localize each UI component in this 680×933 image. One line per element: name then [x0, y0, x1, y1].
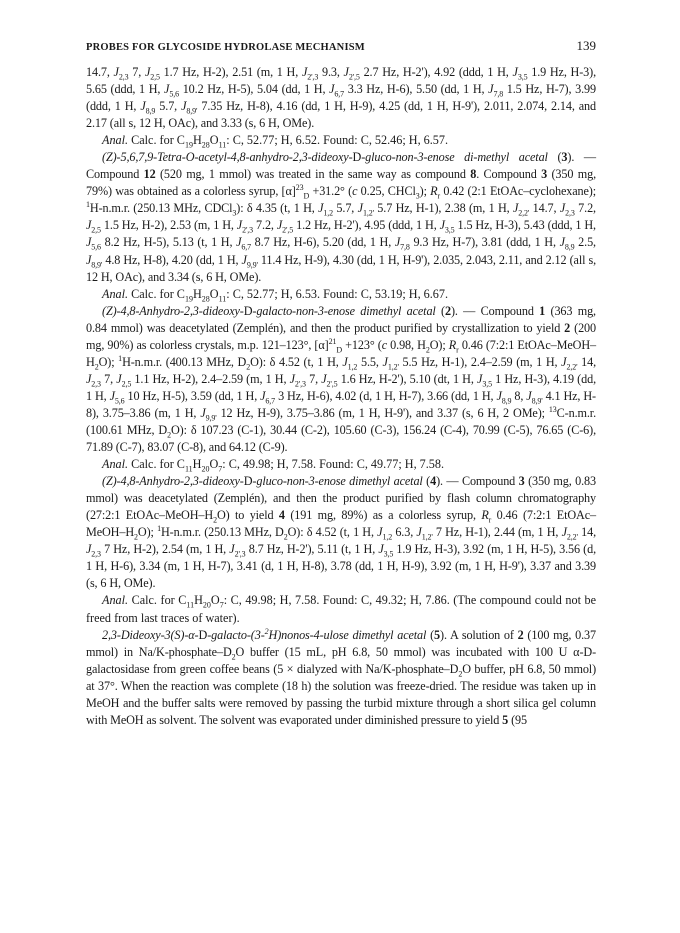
paragraph-analysis: Anal. Calc. for $C_{11}H_{20}O_7$: C, 49.98; H, 7.58. Found: C, 49.32; H, 7.86. (The compound could not be freed from last traces of water). [86, 593, 596, 625]
paragraph-analysis: Anal. Calc. for $C_{19}H_{28}O_{11}$: C, 52.77; H, 6.53. Found: C, 53.19; H, 6.67. [102, 286, 449, 304]
paragraph-analysis: Anal. Calc. for $C_{11}H_{20}O_7$: C, 49.98; H, 7.58. Found: C, 49.77; H, 7.58. [102, 457, 445, 474]
page-header [86, 38, 596, 54]
running-title: PROBES FOR GLYCOSIDE HYDROLASE MECHANISM [86, 42, 365, 53]
paragraph-compound-5: 2,3-Dideoxy-3(S)-α-D-galacto-(3-$^2$H)nonos-4-ulose dimethyl acetal (5). A solution of 2 (100 mg, 0.37 mmol) in $Na/K-phosphate-D_2O$ buffer (15 mL, pH 6.8, 50 mmol) was incubated with 100 U α-D-galactosidase from green coffee beans (5 × dialyzed with $Na/K-phosphate-D_2O$ buffer, pH 6.8, 50 mmol) at 37°. When the reaction was complete (18 h) the solution was freeze-dried. The residue was taken up in MeOH and the buffer salts were removed by passing the turbid mixture through a short silica gel column with MeOH as solvent. The solvent was evaporated under diminished pressure to yield 5 (95 [86, 626, 597, 727]
paragraph-compound-4: (Z)-4,8-Anhydro-2,3-dideoxy-D-gluco-non-3-enose dimethyl acetal (4). — Compound 3 (350 mg, 0.83 mmol) was deacetylated (Zemplén), and then the product purified by flash column chromatography (27:2:1 EtOAc–$MeOH-H_2O$) to yield 4 (191 mg, 89%) as a colorless syrup, $R_r$ 0.46 (7:2:1 EtOAc–$MeOH-H_2O$); $^1$H-n.m.r. (250.13 MHz, $D_2O$): δ 4.52 (t, 1 H, $J_{1,2}$ 6.3, $J_{1,2'}$ 7 Hz, H-1), 2.44 (m, 1 H, $J_{2,2'}$ 14, $J_{2,3}$ 7 Hz, H-2), 2.54 (m, 1 H, $J_{2',3}$ 8.7 Hz, H-2'), 5.11 (t, 1 H, $J_{3,5}$ 1.9 Hz, H-3), 3.92 (m, 1 H, H-5), 3.56 (d, 1 H, H-6), 3.34 (m, 1 H, H-7), 3.41 (d, 1 H, H-8), 3.78 (dd, 1 H, H-9), 3.92 (m, 1 H, H-9'), 3.37 and 3.39 (s, 6 H, OMe). [86, 474, 597, 591]
body-text [86, 64, 596, 729]
page-number: 139 [576, 38, 596, 53]
paragraph-analysis: Anal. Calc. for $C_{19}H_{28}O_{11}$: C, 52.77; H, 6.52. Found: C, 52.46; H, 6.57. [102, 133, 449, 150]
paragraph-nmr-continuation: 14.7, $J_{2,3}$ 7, $J_{2,5}$ 1.7 Hz, H-2), 2.51 (m, 1 H, $J_{2',3}$ 9.3, $J_{2',5}$ 2.7 Hz, H-2'), 4.92 (ddd, 1 H, $J_{3,5}$ 1.9 Hz, H-3), 5.65 (ddd, 1 H, $J_{5,6}$ 10.2 Hz, H-5), 5.04 (dd, 1 H, $J_{6,7}$ 3.3 Hz, H-6), 5.50 (dd, 1 H, $J_{7,8}$ 1.5 Hz, H-7), 3.99 (ddd, 1 H, $J_{8,9}$ 5.7, $J_{8,9'}$ 7.35 Hz, H-8), 4.16 (dd, 1 H, H-9), 4.25 (dd, 1 H, H-9'), 2.011, 2.074, 2.14, and 2.17 (all s, 12 H, OAc), and 3.33 (s, 6 H, OMe). [86, 65, 597, 131]
paragraph-compound-2: (Z)-4,8-Anhydro-2,3-dideoxy-D-galacto-non-3-enose dimethyl acetal (2). — Compound 1 (363 mg, 0.84 mmol) was deacetylated (Zemplén), and then the product purified by crystallization to yield 2 (200 mg, 90%) as colorless crystals, m.p. 121–123°, $[\alpha]^{21}_D +123^\circ$ (c 0.98, $H_2O$); $R_r$ 0.46 (7:2:1 EtOAc–$MeOH-H_2O$); $^1$H-n.m.r. (400.13 MHz, $D_2O$): δ 4.52 (t, 1 H, $J_{1,2}$ 5.5, $J_{1,2'}$ 5.5 Hz, H-1), 2.4–2.59 (m, 1 H, $J_{2,2'}$ 14, $J_{2,3}$ 7, $J_{2,5}$ 1.1 Hz, H-2), 2.4–2.59 (m, 1 H, $J_{2',3}$ 7, $J_{2',5}$ 1.6 Hz, H-2'), 5.10 (dt, 1 H, $J_{3,5}$ 1 Hz, H-3), 4.19 (dd, 1 H, $J_{5,6}$ 10 Hz, H-5), 3.59 (dd, 1 H, $J_{6,7}$ 3 Hz, H-6), 4.02 (d, 1 H, H-7), 3.66 (dd, 1 H, $J_{8,9}$ 8, $J_{8,9'}$ 4.1 Hz, H-8), 3.75–3.86 (m, 1 H, $J_{9,9'}$ 12 Hz, H-9), 3.75–3.86 (m, 1 H, H-9'), and 3.37 (s, 6 H, 2 OMe); $^{13}$C-n.m.r. (100.61 MHz, $D_2O$): δ 107.23 (C-1), 30.44 (C-2), 105.60 (C-3), 156.24 (C-4), 70.99 (C-5), 76.65 (C-6), 71.89 (C-7), 83.07 (C-8), and 64.12 (C-9). [86, 303, 596, 455]
paragraph-compound-3: (Z)-5,6,7,9-Tetra-O-acetyl-4,8-anhydro-2,3-dideoxy-D-gluco-non-3-enose di-methyl acetal (3). — Compound 12 (520 mg, 1 mmol) was treated in the same way as compound 8. Compound 3 (350 mg, 79%) was obtained as a colorless syrup, $[\alpha]^{23}_D +31.2^\circ$ (c 0.25, CHCl$_3$); $R_r$ 0.42 (2:1 EtOAc–cyclohexane); $^1$H-n.m.r. (250.13 MHz, CDCl$_3$): δ 4.35 (t, 1 H, $J_{1,2}$ 5.7, $J_{1,2'}$ 5.7 Hz, H-1), 2.38 (m, 1 H, $J_{2,2'}$ 14.7, $J_{2,3}$ 7.2, $J_{2,5}$ 1.5 Hz, H-2), 2.53 (m, 1 H, $J_{2',3}$ 7.2, $J_{2',5}$ 1.2 Hz, H-2'), 4.95 (ddd, 1 H, $J_{3,5}$ 1.5 Hz, H-3), 5.43 (ddd, 1 H, $J_{5,6}$ 8.2 Hz, H-5), 5.13 (t, 1 H, $J_{6,7}$ 8.7 Hz, H-6), 5.20 (dd, 1 H, $J_{7,8}$ 9.3 Hz, H-7), 3.81 (ddd, 1 H, $J_{8,9}$ 2.5, $J_{8,9'}$ 4.8 Hz, H-8), 4.20 (dd, 1 H, $J_{9,9'}$ 11.4 Hz, H-9), 4.30 (dd, 1 H, H-9'), 2.035, 2.043, 2.11, and 2.12 (all s, 12 H, OAc), and 3.34 (s, 6 H, OMe). [86, 150, 597, 284]
